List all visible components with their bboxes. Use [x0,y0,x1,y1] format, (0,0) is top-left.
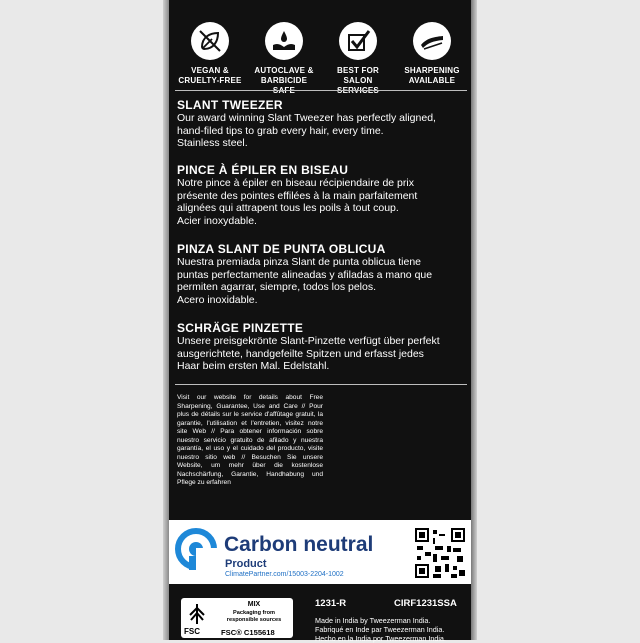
fsc-label: FSC [184,627,200,636]
feature-label: SALON [343,76,373,85]
fsc-mix: MIX [247,601,261,608]
section-line: puntas perfectamente alineadas y afiladas a mano que [177,268,433,281]
section-heading: SLANT TWEEZER [177,98,283,112]
bottom-info [169,596,471,643]
section-line: Notre pince à épiler en biseau récipiendaire de prix [177,177,414,189]
feature-label: BEST FOR [336,66,380,75]
feature-autoclave [249,22,319,96]
made-in-line: Hecho en la India por Tweezerman India. [315,634,446,643]
fine-print: Visit our website for details about Free Sharpening, Guarantee, Use and Care // Pour plus de détails sur le service d'affûtage gratuit, la garantie, l'utilisation et l'entretien, visitez notre site Web // Para obtener información sobre nuestro servicio gratuito de afilado y nuestra garantía, el uso y el cuidado del producto, visite nuestro sitio web // Besuchen Sie unsere Website, um mehr über die kostenlose Nachschärfung, Garantie, Handhabung und Pflege zu erfahren [177,394,323,486]
carbon-subtitle: Product [225,558,267,570]
feature-label: CRUELTY-FREE [178,76,242,85]
feature-label: AVAILABLE [408,76,456,85]
divider [175,90,467,91]
tweezer-packaging-card [168,0,472,643]
fsc-badge [181,598,293,638]
section-heading: PINCE À ÉPILER EN BISEAU [177,163,349,177]
section-line: Acier inoxydable. [177,214,257,227]
section-spanish [177,242,467,306]
section-line: ausgerichtete, handgefeilte Spitzen und erfasst jedes [177,347,424,360]
checkmark-icon [339,22,377,60]
sku-code: CIRF1231SSA [394,598,457,609]
section-line: alignées qui attrapent tous les poils à tout coup. [177,202,399,215]
section-line: permiten agarrar, siempre, todos los pelos. [177,281,377,294]
section-line: Haar beim ersten Mal. Edelstahl. [177,360,330,373]
vegan-leaf-icon [191,22,229,60]
carbon-url: ClimatePartner.com/15003-2204-1002 [225,571,344,578]
feature-label: AUTOCLAVE & [254,66,314,75]
feature-label: VEGAN & [191,66,229,75]
climatepartner-logo-icon [175,528,217,570]
made-in-text [315,616,446,643]
section-line: Acero inoxidable. [177,293,258,306]
section-line: présente des pointes effilées à la main parfaitement [177,189,418,202]
qr-code-icon [415,528,465,578]
section-line: hand-filed tips to grab every hair, every time. [177,124,384,137]
section-heading: SCHRÄGE PINZETTE [177,321,304,335]
section-english [177,98,467,150]
section-french [177,163,467,227]
feature-sharpening [397,22,467,96]
feature-salon [323,22,393,96]
divider [175,384,467,385]
carbon-neutral-badge [169,520,471,584]
fsc-code: FSC® C155618 [221,628,275,637]
model-number: 1231-R [315,598,347,609]
section-german [177,321,467,373]
autoclave-hands-icon [265,22,303,60]
feature-label: SHARPENING [404,66,460,75]
section-line: Unsere preisgekrönte Slant-Pinzette verfügt über perfekt [177,335,440,347]
fsc-text: responsible sources [226,616,282,623]
made-in-line: Fabriqué en Inde par Tweezerman India. [315,625,445,634]
feature-icons [175,22,467,96]
section-line: Our award winning Slant Tweezer has perfectly aligned, [177,112,436,124]
feature-label: BARBICIDE [260,76,308,85]
sharpening-icon [413,22,451,60]
fsc-text: Packaging from [233,610,275,616]
feature-vegan [175,22,245,96]
section-heading: PINZA SLANT DE PUNTA OBLICUA [177,242,386,256]
fsc-tree-icon [186,602,208,626]
carbon-title: Carbon neutral [224,533,374,556]
made-in-line: Made in India by Tweezerman India. [315,616,431,625]
section-line: Stainless steel. [177,137,248,150]
section-line: Nuestra premiada pinza Slant de punta oblicua tiene [177,256,421,268]
